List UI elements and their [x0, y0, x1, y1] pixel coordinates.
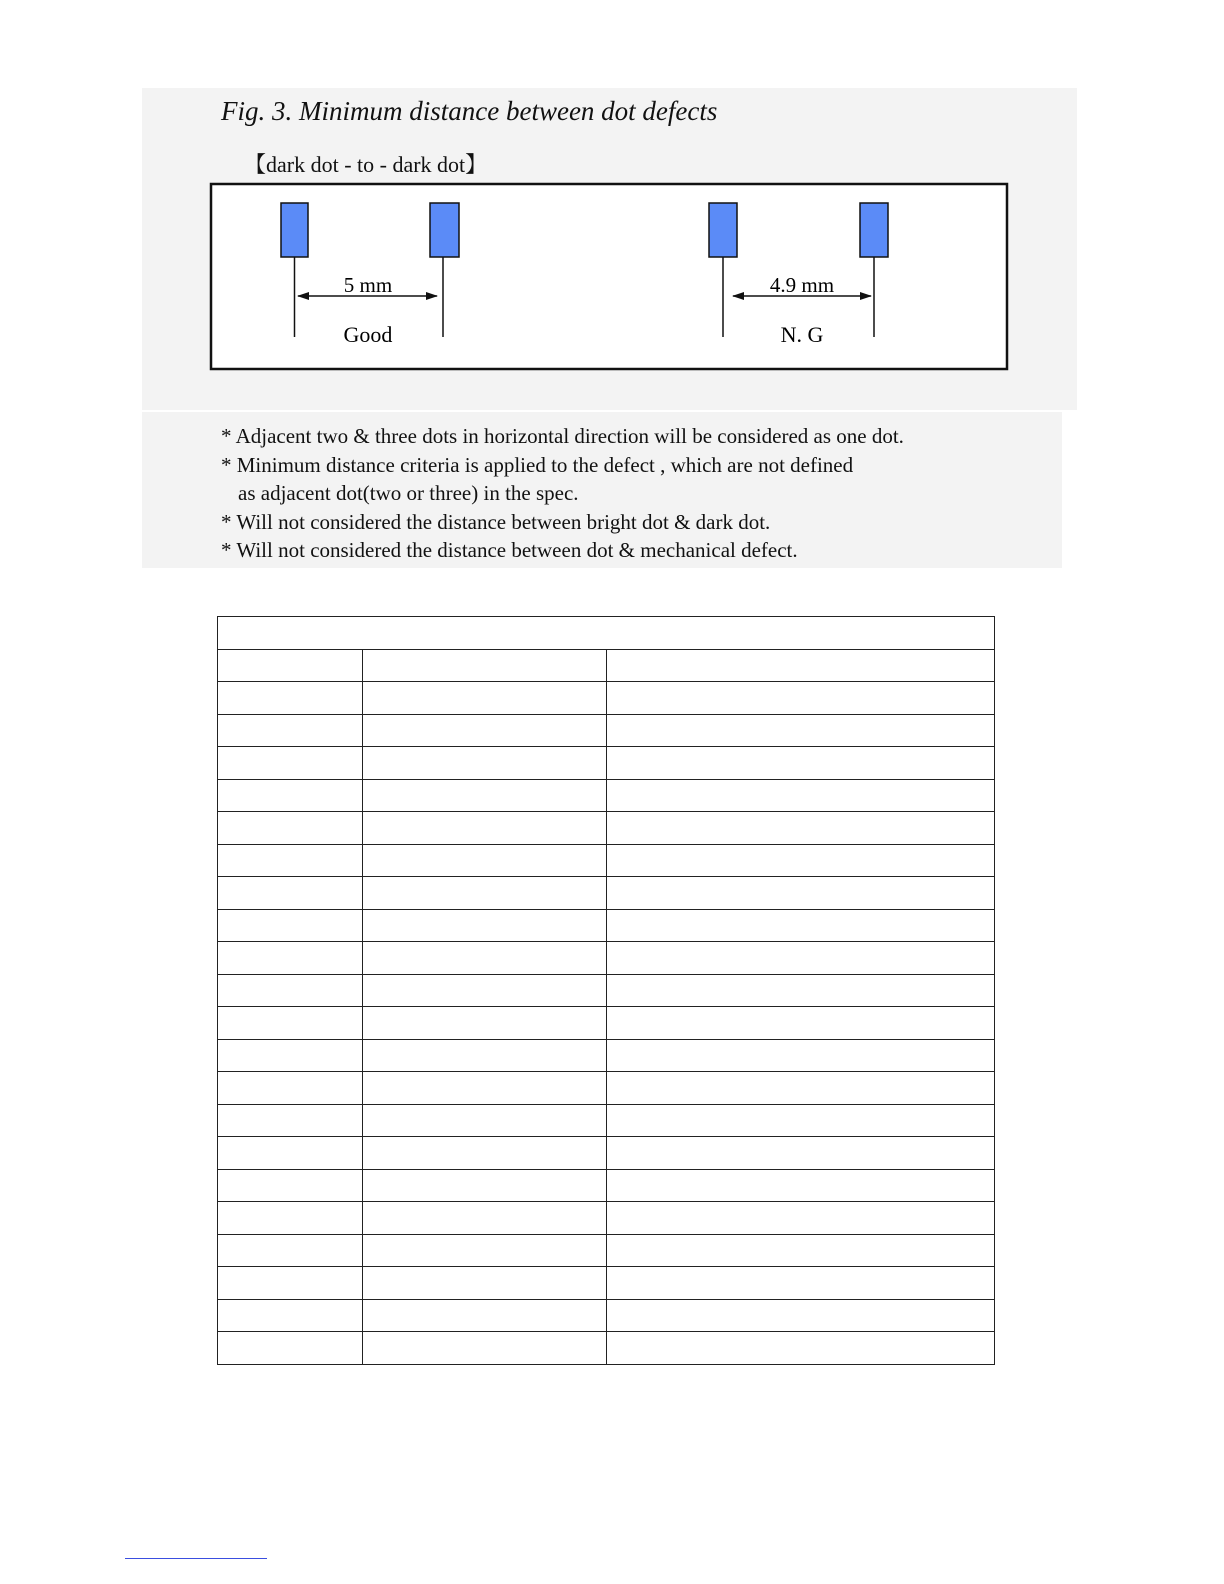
table-cell: [218, 1169, 363, 1202]
table-cell: [607, 974, 995, 1007]
table-cell: [362, 1234, 607, 1267]
table-row: [218, 1039, 995, 1072]
table-cell: [218, 812, 363, 845]
table-cell: [218, 877, 363, 910]
table-cell: [218, 1039, 363, 1072]
table-cell: [218, 1234, 363, 1267]
table-cell: [607, 1299, 995, 1332]
table-row: [218, 747, 995, 780]
table-row: [218, 812, 995, 845]
table-cell: [607, 714, 995, 747]
table-cell: [607, 1234, 995, 1267]
table-cell: [362, 812, 607, 845]
table-cell: [362, 779, 607, 812]
table-cell: [607, 909, 995, 942]
table-row: [218, 1104, 995, 1137]
table-cell: [607, 1267, 995, 1300]
table-cell: [362, 1039, 607, 1072]
table-cell: [362, 1299, 607, 1332]
table-row: [218, 877, 995, 910]
table-cell: [607, 812, 995, 845]
table-cell: [362, 877, 607, 910]
table-cell: [218, 942, 363, 975]
table-cell: [218, 1007, 363, 1040]
table-row: [218, 1332, 995, 1365]
table-cell: [607, 682, 995, 715]
table-cell: [607, 1039, 995, 1072]
table-cell: [362, 844, 607, 877]
table-row: [218, 1137, 995, 1170]
figure-subtitle: 【dark dot - to - dark dot】: [244, 152, 488, 177]
table-cell: [218, 682, 363, 715]
table-cell: [607, 1137, 995, 1170]
table-cell: [362, 942, 607, 975]
note-item: * Adjacent two & three dots in horizontal direction will be considered as one dot.: [221, 424, 904, 448]
table-cell: [607, 942, 995, 975]
figure-title: Fig. 3. Minimum distance between dot defects: [221, 96, 718, 126]
table-cell: [218, 1202, 363, 1235]
table-cell: [362, 1202, 607, 1235]
table-row: [218, 909, 995, 942]
table-cell: [607, 844, 995, 877]
ng-distance-label: 4.9 mm: [769, 273, 835, 297]
table-row: [218, 1072, 995, 1105]
table-cell: [362, 714, 607, 747]
dark-dot-2: [430, 203, 459, 257]
table-cell: [607, 747, 995, 780]
blank-grid-table: [217, 616, 995, 1365]
table-header-row: [218, 617, 995, 650]
table-cell: [218, 974, 363, 1007]
dark-dot-4: [860, 203, 888, 257]
table-cell: [218, 1137, 363, 1170]
table-cell: [362, 1169, 607, 1202]
dark-dot-1: [281, 203, 308, 257]
table-cell: [362, 649, 607, 682]
table-row: [218, 649, 995, 682]
table-cell: [607, 1332, 995, 1365]
note-item-continuation: as adjacent dot(two or three) in the spec.: [238, 481, 579, 505]
table-cell: [607, 1169, 995, 1202]
table-cell: [218, 714, 363, 747]
table-cell: [607, 1202, 995, 1235]
table-cell: [362, 1072, 607, 1105]
table-cell: [607, 649, 995, 682]
table-cell: [362, 747, 607, 780]
table-cell: [362, 1332, 607, 1365]
table-row: [218, 1299, 995, 1332]
table-cell: [218, 1267, 363, 1300]
table-header-cell: [218, 617, 995, 650]
table-cell: [362, 1104, 607, 1137]
table-cell: [218, 1299, 363, 1332]
table-row: [218, 844, 995, 877]
notes-list: [221, 422, 904, 565]
footnote-separator: [125, 1558, 267, 1559]
table-cell: [218, 909, 363, 942]
table-row: [218, 779, 995, 812]
ng-verdict-label: N. G: [780, 322, 824, 347]
table-cell: [607, 1104, 995, 1137]
table-row: [218, 1169, 995, 1202]
table-cell: [607, 1072, 995, 1105]
table-cell: [218, 844, 363, 877]
table-cell: [362, 682, 607, 715]
note-item: * Will not considered the distance between bright dot & dark dot.: [221, 509, 771, 534]
table-cell: [218, 747, 363, 780]
table-cell: [362, 974, 607, 1007]
table-row: [218, 942, 995, 975]
table-row: [218, 682, 995, 715]
table-cell: [607, 779, 995, 812]
table-cell: [362, 909, 607, 942]
table-cell: [218, 1104, 363, 1137]
table-cell: [362, 1267, 607, 1300]
table-row: [218, 974, 995, 1007]
table-cell: [362, 1007, 607, 1040]
table-cell: [218, 649, 363, 682]
good-verdict-label: Good: [343, 322, 393, 347]
table-cell: [218, 1072, 363, 1105]
note-item: * Will not considered the distance between dot & mechanical defect.: [221, 538, 798, 562]
table-cell: [607, 1007, 995, 1040]
table-cell: [607, 877, 995, 910]
table-cell: [218, 779, 363, 812]
table-row: [218, 714, 995, 747]
table-cell: [362, 1137, 607, 1170]
table-row: [218, 1007, 995, 1040]
table-row: [218, 1267, 995, 1300]
note-item: * Minimum distance criteria is applied to the defect , which are not defined: [221, 452, 854, 477]
table-row: [218, 1234, 995, 1267]
good-distance-label: 5 mm: [343, 273, 393, 297]
dark-dot-3: [709, 203, 737, 257]
table-row: [218, 1202, 995, 1235]
table-cell: [218, 1332, 363, 1365]
